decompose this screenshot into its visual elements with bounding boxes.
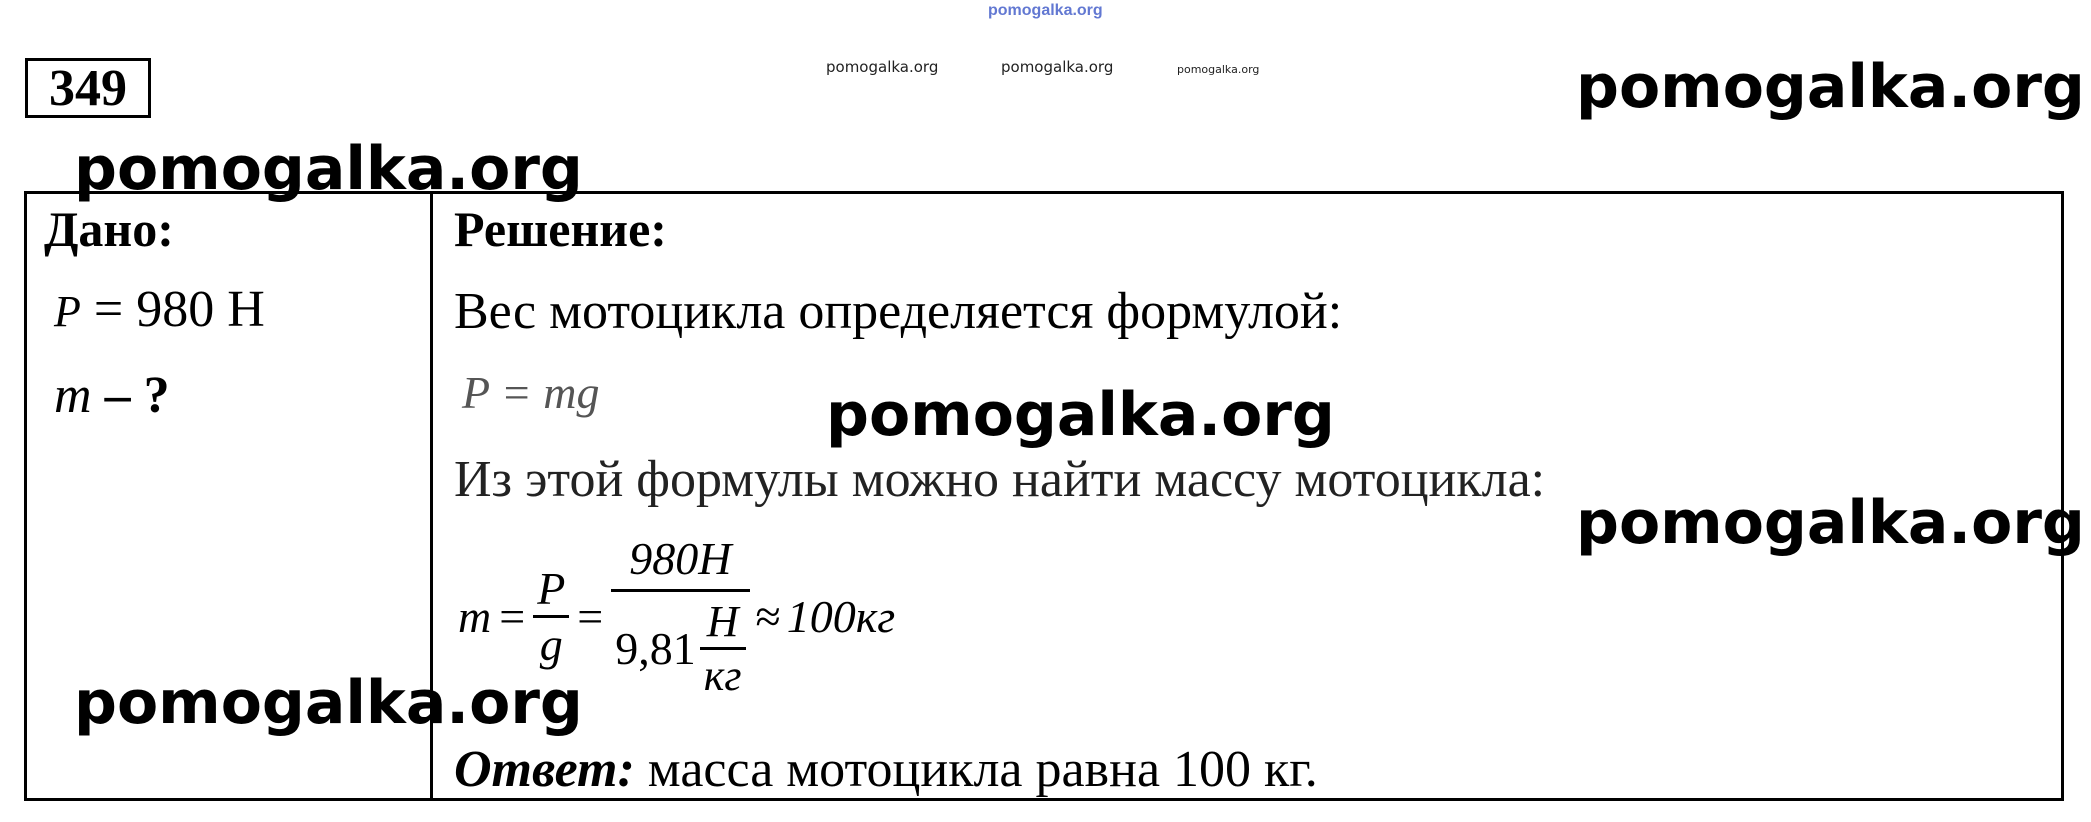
- formula-m: m: [458, 591, 492, 642]
- approx-sign: ≈: [755, 591, 781, 642]
- watermark-large: pomogalka.org: [74, 134, 583, 204]
- given-unknown: [54, 366, 170, 425]
- unit-denominator: кг: [703, 651, 742, 700]
- problem-number: 349: [25, 58, 151, 118]
- unit-numerator: H: [706, 597, 739, 646]
- unit-fraction: [700, 596, 746, 701]
- given-heading: Дано:: [44, 201, 174, 257]
- solution-line-1: Вес мотоцикла определяется формулой:: [454, 283, 1343, 340]
- fraction-denominator: [611, 592, 749, 701]
- weight-value: = 980 Н: [93, 281, 265, 338]
- gravity-value: 9,81: [615, 623, 696, 674]
- fraction-denominator: g: [539, 619, 563, 670]
- given-weight: [54, 280, 265, 339]
- fraction-numerator: 980H: [629, 533, 732, 584]
- formula-result: 100кг: [786, 591, 896, 642]
- solution-heading: Решение:: [454, 201, 667, 257]
- answer-label: Ответ:: [454, 741, 635, 798]
- answer-text: масса мотоцикла равна 100 кг.: [647, 741, 1318, 798]
- watermark-tiny: pomogalka.org: [988, 2, 1103, 19]
- watermark-large: pomogalka.org: [826, 380, 1335, 450]
- unknown-mark: – ?: [104, 367, 170, 424]
- formula-weight: P = mg: [462, 367, 600, 418]
- watermark-small: pomogalka.org: [1177, 63, 1260, 76]
- watermark-large: pomogalka.org: [1576, 488, 2085, 558]
- watermark-small: pomogalka.org: [826, 58, 939, 76]
- watermark-small: pomogalka.org: [1001, 58, 1114, 76]
- answer-line: [454, 740, 1318, 799]
- watermark-large: pomogalka.org: [74, 668, 583, 738]
- symbol-m: m: [54, 367, 92, 424]
- formula-equals: =: [577, 591, 604, 642]
- fraction-numerator: P: [537, 563, 566, 614]
- formula-equals: =: [499, 591, 526, 642]
- watermark-large: pomogalka.org: [1576, 52, 2085, 122]
- fraction-p-over-g: [533, 562, 569, 671]
- symbol-p: P: [54, 287, 81, 336]
- solution-line-2: Из этой формулы можно найти массу мотоцикла:: [454, 451, 1546, 508]
- fraction-values: [611, 532, 749, 701]
